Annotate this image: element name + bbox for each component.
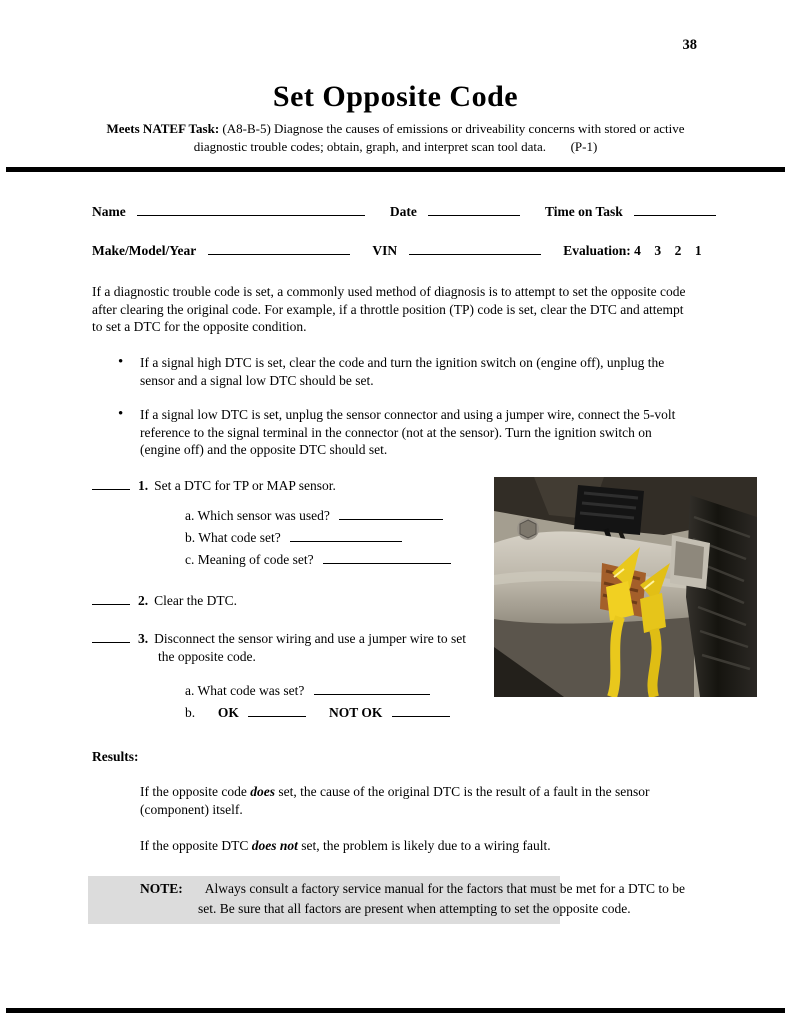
results-p1-text: If the opposite code (140, 784, 251, 800)
natef-task-statement (86, 120, 706, 156)
task-1-number: 1. (138, 478, 149, 494)
results-p1-text-after: set, the cause of the original DTC is the result of a fault in the sensor (component) itself. (140, 784, 650, 818)
page-number: 38 (682, 37, 697, 53)
make-model-year-blank (208, 242, 350, 255)
question-3a-label: a. What code was set? (185, 682, 305, 698)
sensor-jumper-wire-photo (494, 477, 757, 697)
question-3b (185, 704, 757, 722)
question-3b-letter: b. (185, 704, 196, 720)
bullet-item: • If a signal high DTC is set, clear the code and turn the ignition switch on (engine off), unplug the sensor and a signal low DTC should be set. (140, 354, 676, 390)
bullet-item: • If a signal low DTC is set, unplug the sensor connector and using a jumper wire, connect the 5-volt reference to the signal terminal in the connector (not at the sensor). Turn the ignition switch on (engine off) and the opposite DTC should set. (140, 406, 676, 459)
task-1-check-blank (92, 477, 130, 490)
not-ok-blank (392, 704, 450, 717)
vin-blank (409, 242, 541, 255)
task-3-text: Disconnect the sensor wiring and use a jumper wire to set the opposite code. (154, 631, 467, 665)
task-2-number: 2. (138, 593, 149, 609)
note-text: Always consult a factory service manual for the factors that must be met for a DTC to be set. Be sure that all factors are present when attempting to set the opposite code. (198, 880, 686, 917)
sensor-jumper-photo-graphic (494, 477, 757, 697)
page-title: Set Opposite Code (272, 80, 519, 114)
task-3-check-blank (92, 630, 130, 643)
note-label: NOTE: (140, 880, 183, 896)
natef-task-label: Meets NATEF Task: (106, 120, 220, 136)
evaluation-label: Evaluation: (563, 242, 631, 258)
natef-priority: (P-1) (570, 138, 598, 154)
task-2-text: Clear the DTC. (154, 593, 237, 609)
name-label: Name (92, 204, 126, 220)
results-paragraph-1 (140, 783, 696, 819)
intro-paragraph: If a diagnostic trouble code is set, a commonly used method of diagnosis is to attempt to set the opposite code after clearing the original code. For example, if a throttle position (TP) code is set, clear the DTC and attempt to set a DTC for the opposite condition. (92, 283, 686, 335)
question-1b-blank (290, 529, 402, 542)
note-block (140, 879, 696, 920)
task-3-number: 3. (138, 631, 149, 647)
tasks-section (92, 477, 757, 721)
question-1b-label: b. What code set? (185, 529, 281, 545)
form-line-2 (92, 242, 702, 260)
question-3a-blank (314, 682, 430, 695)
footer-rule (6, 1008, 785, 1013)
form-line-1 (92, 203, 696, 221)
results-p2-emphasis: does not (251, 837, 298, 853)
question-1a-blank (339, 507, 443, 520)
results-paragraph-2 (140, 837, 696, 855)
results-p1-emphasis: does (250, 784, 275, 800)
header-rule (6, 167, 785, 172)
time-on-task-blank (634, 203, 716, 216)
natef-task-text: (A8-B-5) Diagnose the causes of emissions or driveability concerns with stored or active diagnostic trouble codes; obtain, graph, and interpret scan tool data. (193, 120, 685, 154)
results-heading: Results: (92, 748, 139, 764)
task-2-check-blank (92, 592, 130, 605)
bullet-list (92, 354, 696, 459)
vin-label: VIN (372, 242, 398, 258)
ok-label: OK (217, 704, 239, 720)
results-p2-text-after: set, the problem is likely due to a wiring fault. (297, 837, 551, 853)
ok-blank (248, 704, 306, 717)
question-1c-blank (323, 551, 451, 564)
name-blank (137, 203, 365, 216)
time-on-task-label: Time on Task (545, 204, 623, 220)
task-1-text: Set a DTC for TP or MAP sensor. (154, 478, 336, 494)
question-1c-label: c. Meaning of code set? (185, 551, 314, 567)
date-blank (428, 203, 520, 216)
not-ok-label: NOT OK (329, 704, 383, 720)
make-model-year-label: Make/Model/Year (92, 242, 197, 258)
results-p2-text: If the opposite DTC (140, 837, 252, 853)
evaluation-values: 4 3 2 1 (634, 242, 702, 258)
question-1a-label: a. Which sensor was used? (185, 508, 330, 524)
date-label: Date (389, 204, 417, 220)
